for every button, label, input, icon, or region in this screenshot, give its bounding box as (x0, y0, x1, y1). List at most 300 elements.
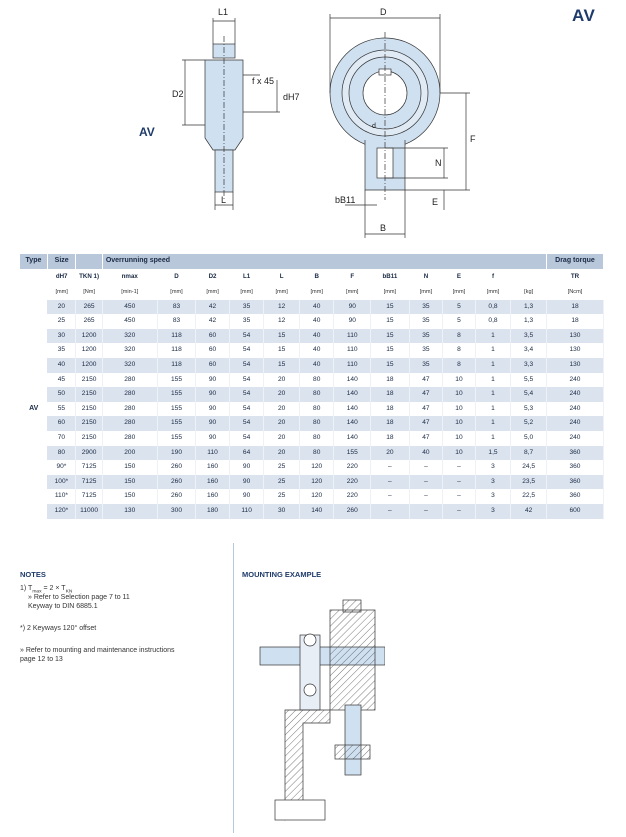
unit-header: [mm] (409, 285, 443, 300)
table-cell: 47 (409, 373, 443, 388)
table-cell: 100* (47, 475, 75, 490)
table-cell: 80 (299, 373, 334, 388)
table-cell: 20 (264, 431, 300, 446)
table-cell: 15 (264, 358, 300, 373)
table-cell: 40 (299, 343, 334, 358)
table-row (20, 446, 604, 461)
table-cell: – (443, 475, 476, 490)
table-cell: 155 (334, 446, 371, 461)
table-cell: 7125 (76, 475, 102, 490)
table-cell: 18 (371, 387, 410, 402)
table-cell: 35 (409, 314, 443, 329)
table-cell: 25 (264, 489, 300, 504)
table-cell: 8 (443, 329, 476, 344)
table-cell: 54 (229, 387, 264, 402)
col-header: nmax (102, 269, 157, 285)
table-cell: – (371, 475, 410, 490)
col-header: f (475, 269, 511, 285)
table-cell: 1200 (76, 343, 102, 358)
table-cell: 60 (47, 416, 75, 431)
table-cell: 90 (334, 300, 371, 315)
col-header: L (264, 269, 300, 285)
table-cell: 155 (157, 373, 196, 388)
table-cell: 0,8 (475, 300, 511, 315)
unit-header: [mm] (299, 285, 334, 300)
table-cell: 10 (443, 416, 476, 431)
table-cell: 320 (102, 358, 157, 373)
table-cell: 110 (334, 343, 371, 358)
table-cell: 50 (47, 387, 75, 402)
table-row (20, 402, 604, 417)
table-cell: 110 (196, 446, 230, 461)
table-cell: 110 (334, 329, 371, 344)
table-cell: 120 (299, 489, 334, 504)
table-cell: 1 (475, 387, 511, 402)
table-cell: 3,5 (511, 329, 547, 344)
table-cell: 2150 (76, 373, 102, 388)
table-cell: 155 (157, 416, 196, 431)
table-cell: 8 (443, 343, 476, 358)
table-cell: 1 (475, 343, 511, 358)
label-bB11: bB11 (335, 195, 356, 205)
table-cell: 70 (47, 431, 75, 446)
label-D2: D2 (172, 89, 184, 99)
label-D: D (380, 7, 387, 17)
table-units-header (20, 285, 604, 300)
table-cell: 22,5 (511, 489, 547, 504)
table-cell: 1,3 (511, 300, 547, 315)
table-cell: – (371, 504, 410, 519)
table-cell: 24,5 (511, 460, 547, 475)
table-cell: 240 (546, 373, 603, 388)
col-header (511, 269, 547, 285)
table-cell: 47 (409, 402, 443, 417)
table-cell: 118 (157, 358, 196, 373)
table-cell: 155 (157, 402, 196, 417)
unit-header: [mm] (229, 285, 264, 300)
table-cell: 40 (299, 329, 334, 344)
table-cell: 90 (196, 373, 230, 388)
table-cell: 47 (409, 387, 443, 402)
table-cell: 90 (334, 314, 371, 329)
table-cell: 5,5 (511, 373, 547, 388)
table-cell: 130 (546, 358, 603, 373)
table-cell: 80 (299, 416, 334, 431)
table-cell: 15 (371, 314, 410, 329)
table-cell: 10 (443, 373, 476, 388)
table-cell: 83 (157, 300, 196, 315)
table-cell: 7125 (76, 489, 102, 504)
table-row (20, 314, 604, 329)
table-cell: 54 (229, 329, 264, 344)
table-cell: 55 (47, 402, 75, 417)
table-cell: 15 (371, 358, 410, 373)
table-cell: 54 (229, 416, 264, 431)
table-cell: 220 (334, 460, 371, 475)
table-cell: 130 (546, 343, 603, 358)
table-cell: 54 (229, 431, 264, 446)
table-cell: 30 (47, 329, 75, 344)
table-cell: 18 (371, 402, 410, 417)
notes-title: NOTES (20, 570, 46, 579)
table-cell: 120* (47, 504, 75, 519)
table-cell: 60 (196, 358, 230, 373)
page-code: AV (572, 6, 596, 25)
table-cell: 15 (371, 329, 410, 344)
table-cell: 160 (196, 460, 230, 475)
table-cell: 54 (229, 373, 264, 388)
table-cell: 260 (157, 475, 196, 490)
table-cell: – (371, 489, 410, 504)
table-cell: 80 (299, 402, 334, 417)
note-1b: Keyway to DIN 6885.1 (28, 603, 98, 610)
table-row (20, 300, 604, 315)
table-cell: 200 (102, 446, 157, 461)
table-cell: 10 (443, 446, 476, 461)
table-cell: 47 (409, 416, 443, 431)
th-type: Type (20, 254, 47, 269)
table-cell: 120 (299, 475, 334, 490)
table-cell: 11000 (76, 504, 102, 519)
label-L1: L1 (218, 7, 229, 17)
table-row (20, 504, 604, 519)
table-cell: 240 (546, 387, 603, 402)
table-body (20, 300, 604, 519)
table-cell: 60 (196, 343, 230, 358)
table-cell: 90 (229, 475, 264, 490)
note-1: 1) $T_{max} = 2 \times T_{KN}$ (20, 585, 73, 595)
table-cell: 155 (157, 431, 196, 446)
note-1a: » Refer to Selection page 7 to 11 (28, 594, 130, 601)
table-cell: 220 (334, 489, 371, 504)
table-cell: 90 (196, 431, 230, 446)
table-cell: 25 (264, 475, 300, 490)
table-cell: 40 (299, 300, 334, 315)
table-cell: 140 (334, 402, 371, 417)
table-cell: 1 (475, 402, 511, 417)
unit-header: [mm] (157, 285, 196, 300)
table-cell: 20 (47, 300, 75, 315)
label-F: F (470, 134, 476, 144)
table-cell: 118 (157, 343, 196, 358)
table-cell: 190 (157, 446, 196, 461)
table-cell: 120 (299, 460, 334, 475)
table-cell: 80 (299, 446, 334, 461)
table-cell: 90 (229, 460, 264, 475)
th-drag: Drag torque (546, 254, 603, 269)
unit-header: [Ncm] (546, 285, 603, 300)
table-cell: 40 (409, 446, 443, 461)
col-header: TKN 1) (76, 269, 102, 285)
table-row (20, 387, 604, 402)
table-cell: 265 (76, 314, 102, 329)
table-cell: 1 (475, 431, 511, 446)
col-header: TR (546, 269, 603, 285)
table-cell: 2150 (76, 416, 102, 431)
table-cell: 280 (102, 402, 157, 417)
table-cell: 1200 (76, 358, 102, 373)
unit-header: [kg] (511, 285, 547, 300)
table-cell: 8 (443, 358, 476, 373)
table-cell: 320 (102, 329, 157, 344)
table-cell: 240 (546, 431, 603, 446)
col-header: dH7 (47, 269, 75, 285)
table-cell: 54 (229, 358, 264, 373)
table-cell: 35 (409, 329, 443, 344)
table-cell: 15 (371, 300, 410, 315)
label-dH7: dH7 (283, 92, 300, 102)
table-cell: 3 (475, 475, 511, 490)
spec-table (20, 254, 604, 519)
table-cell: 20 (264, 373, 300, 388)
th-overrunning: Overrunning speed (102, 254, 546, 269)
table-cell: 280 (102, 431, 157, 446)
table-cell: 265 (76, 300, 102, 315)
table-row (20, 460, 604, 475)
table-cell: 150 (102, 489, 157, 504)
col-header: bB11 (371, 269, 410, 285)
table-cell: 0,8 (475, 314, 511, 329)
table-cell: 42 (196, 300, 230, 315)
table-row (20, 329, 604, 344)
note-3: » Refer to mounting and maintenance instructions (20, 647, 175, 654)
table-cell: 140 (299, 504, 334, 519)
table-cell: 18 (546, 300, 603, 315)
table-cell: 42 (511, 504, 547, 519)
table-cell: 20 (264, 416, 300, 431)
unit-header: [Nm] (76, 285, 102, 300)
table-cell: 2900 (76, 446, 102, 461)
table-cell: 5,4 (511, 387, 547, 402)
table-cell: 3,4 (511, 343, 547, 358)
table-cell: 40 (299, 314, 334, 329)
table-cell: – (409, 475, 443, 490)
table-cell: 35 (409, 300, 443, 315)
table-cell: – (443, 504, 476, 519)
col-header: D (157, 269, 196, 285)
table-cell: 90 (196, 416, 230, 431)
table-cell: 5,2 (511, 416, 547, 431)
table-group-header (20, 254, 604, 269)
table-cell: 60 (196, 329, 230, 344)
table-cell: 90 (229, 489, 264, 504)
table-cell: 10 (443, 402, 476, 417)
table-cell: 64 (229, 446, 264, 461)
table-cell: 155 (157, 387, 196, 402)
table-cell: 90 (196, 402, 230, 417)
table-cell: 40 (299, 358, 334, 373)
unit-header: [mm] (371, 285, 410, 300)
table-cell: 35 (47, 343, 75, 358)
label-E: E (432, 197, 439, 207)
table-row (20, 489, 604, 504)
table-cell: 47 (409, 431, 443, 446)
table-cell: 12 (264, 314, 300, 329)
mounting-title: MOUNTING EXAMPLE (242, 570, 322, 579)
unit-header: [mm] (475, 285, 511, 300)
table-cell: 130 (546, 329, 603, 344)
table-cell: – (443, 489, 476, 504)
table-cell: 280 (102, 373, 157, 388)
table-cell: 1 (475, 416, 511, 431)
table-cell: 10 (443, 387, 476, 402)
table-cell: 450 (102, 314, 157, 329)
label-fx45: f x 45 (252, 76, 275, 86)
table-cell: 3 (475, 460, 511, 475)
table-cell: 18 (371, 373, 410, 388)
table-cell: – (409, 460, 443, 475)
note-2: *) 2 Keyways 120° offset (20, 625, 97, 632)
table-cell: 25 (47, 314, 75, 329)
table-cell: 220 (334, 475, 371, 490)
table-cell: 83 (157, 314, 196, 329)
col-header: E (443, 269, 476, 285)
col-header: L1 (229, 269, 264, 285)
table-cell: 1,3 (511, 314, 547, 329)
type-cell: AV (20, 300, 47, 519)
table-cell: 1 (475, 373, 511, 388)
table-cell: 80 (299, 387, 334, 402)
table-cell: 15 (264, 343, 300, 358)
table-cell: 7125 (76, 460, 102, 475)
table-cell: 35 (229, 300, 264, 315)
table-row (20, 416, 604, 431)
table-cell: 360 (546, 489, 603, 504)
table-row (20, 373, 604, 388)
table-cell: 12 (264, 300, 300, 315)
table-cell: 360 (546, 460, 603, 475)
table-cell: 3 (475, 504, 511, 519)
table-cell: 280 (102, 416, 157, 431)
table-cell: 140 (334, 416, 371, 431)
col-header: N (409, 269, 443, 285)
table-cell: 600 (546, 504, 603, 519)
table-cell: 1,5 (475, 446, 511, 461)
table-cell: 90* (47, 460, 75, 475)
technical-drawing (0, 0, 626, 250)
table-cell: 45 (47, 373, 75, 388)
unit-header: [mm] (264, 285, 300, 300)
table-cell: 35 (409, 343, 443, 358)
table-cell: 110* (47, 489, 75, 504)
mounting-example-drawing (255, 595, 385, 830)
table-cell: 2150 (76, 387, 102, 402)
table-cell: 118 (157, 329, 196, 344)
table-cell: 42 (196, 314, 230, 329)
table-cell: 130 (102, 504, 157, 519)
table-cell: 54 (229, 402, 264, 417)
table-cell: 30 (264, 504, 300, 519)
table-cell: 20 (371, 446, 410, 461)
table-cell: 18 (371, 416, 410, 431)
table-cell: 2150 (76, 431, 102, 446)
table-cell: 140 (334, 387, 371, 402)
table-cell: 5,3 (511, 402, 547, 417)
table-cell: 35 (409, 358, 443, 373)
table-cell: 5,0 (511, 431, 547, 446)
table-cell: 320 (102, 343, 157, 358)
table-cell: 280 (102, 387, 157, 402)
table-cell: 360 (546, 446, 603, 461)
table-cell: 260 (157, 460, 196, 475)
col-header: D2 (196, 269, 230, 285)
unit-header: [mm] (47, 285, 75, 300)
unit-header: [min-1] (102, 285, 157, 300)
label-N: N (435, 158, 442, 168)
table-cell: 240 (546, 402, 603, 417)
table-row (20, 343, 604, 358)
unit-header: [mm] (196, 285, 230, 300)
table-cell: 160 (196, 489, 230, 504)
divider (233, 543, 234, 833)
table-row (20, 475, 604, 490)
table-row (20, 431, 604, 446)
table-cell: 3 (475, 489, 511, 504)
table-cell: 40 (47, 358, 75, 373)
table-cell: 150 (102, 460, 157, 475)
th-size: Size (47, 254, 75, 269)
table-cell: 1 (475, 329, 511, 344)
table-cell: 1 (475, 358, 511, 373)
table-cell: 90 (196, 387, 230, 402)
table-cell: 80 (299, 431, 334, 446)
label-d: d (372, 123, 376, 130)
table-cell: 18 (546, 314, 603, 329)
table-cell: 140 (334, 373, 371, 388)
label-B: B (380, 223, 387, 233)
table-cell: – (371, 460, 410, 475)
table-cell: 1200 (76, 329, 102, 344)
table-cell: 8,7 (511, 446, 547, 461)
table-column-header (20, 269, 604, 285)
table-cell: 5 (443, 314, 476, 329)
table-cell: 450 (102, 300, 157, 315)
table-cell: 25 (264, 460, 300, 475)
label-L: L (221, 195, 227, 205)
table-cell: 260 (334, 504, 371, 519)
table-cell: 2150 (76, 402, 102, 417)
table-cell: 10 (443, 431, 476, 446)
table-cell: 260 (157, 489, 196, 504)
table-cell: 360 (546, 475, 603, 490)
table-cell: 15 (264, 329, 300, 344)
unit-header: [mm] (334, 285, 371, 300)
table-cell: 20 (264, 387, 300, 402)
table-cell: 3,3 (511, 358, 547, 373)
table-cell: – (409, 504, 443, 519)
product-label: AV (139, 125, 155, 139)
table-cell: 18 (371, 431, 410, 446)
col-header: F (334, 269, 371, 285)
table-cell: 110 (229, 504, 264, 519)
table-cell: 15 (371, 343, 410, 358)
table-cell: 180 (196, 504, 230, 519)
table-cell: 150 (102, 475, 157, 490)
table-cell: 5 (443, 300, 476, 315)
table-cell: 160 (196, 475, 230, 490)
table-cell: – (443, 460, 476, 475)
table-cell: 20 (264, 446, 300, 461)
col-header: B (299, 269, 334, 285)
table-cell: 35 (229, 314, 264, 329)
table-cell: 80 (47, 446, 75, 461)
unit-header: [mm] (443, 285, 476, 300)
table-cell: 54 (229, 343, 264, 358)
table-cell: 23,5 (511, 475, 547, 490)
table-cell: 110 (334, 358, 371, 373)
table-cell: 140 (334, 431, 371, 446)
table-cell: – (409, 489, 443, 504)
